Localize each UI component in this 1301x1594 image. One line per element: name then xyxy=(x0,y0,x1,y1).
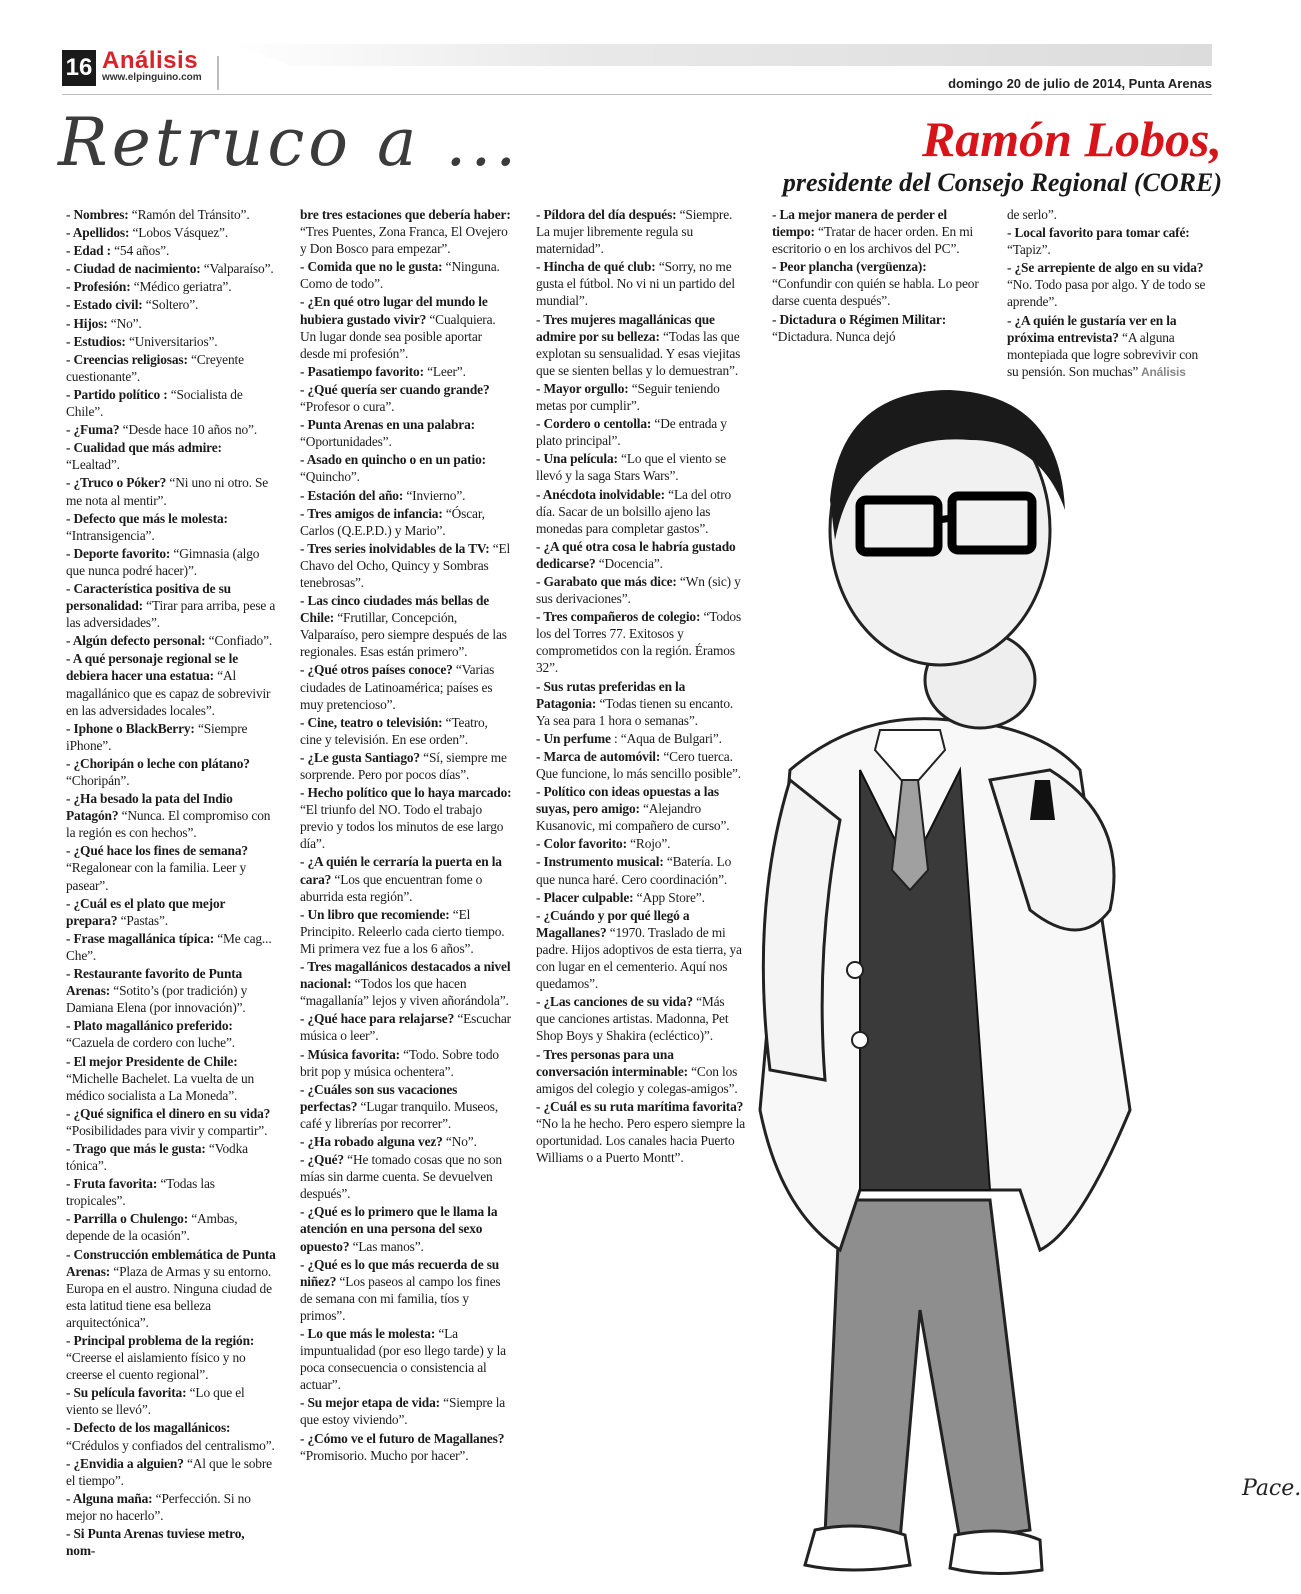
qa-question: - Hecho político que lo haya marcado: xyxy=(300,785,512,801)
qa-question: - Sus rutas preferidas en la Patagonia: xyxy=(536,678,686,711)
qa-item xyxy=(536,678,746,729)
qa-question: - ¿Ha besado la pata del Indio Patagón? xyxy=(66,791,233,824)
qa-answer: “A alguna montepiada que logre sobrevivir con su pensión. Son muchas” xyxy=(1007,329,1199,379)
qa-answer: “Batería. Lo que nunca haré. Cero coordinación”. xyxy=(536,854,732,887)
qa-answer: “Gimnasia (algo que nunca podré hacer)”. xyxy=(66,545,260,578)
qa-item xyxy=(300,906,512,957)
qa-answer: “Siempre la que estoy viviendo”. xyxy=(300,1395,506,1428)
qa-answer: “Lo que el viento se llevó”. xyxy=(66,1385,245,1418)
qa-column-2 xyxy=(300,206,512,1465)
qa-question: - Cine, teatro o televisión: xyxy=(300,714,443,730)
qa-answer: “Todas las que explotan su sensualidad. Y esas viejitas que se sienten bellas y lo demuestran”. xyxy=(536,328,741,378)
qa-answer: “Seguir teniendo metas por cumplir”. xyxy=(536,380,720,414)
qa-answer: “Creerse el aislamiento físico y no creerse el cuento regional”. xyxy=(66,1350,246,1383)
subhead: presidente del Consejo Regional (CORE) xyxy=(782,168,1222,197)
qa-answer: “Posibilidades para vivir y compartir”. xyxy=(66,1122,268,1138)
qa-answer: “De entrada y plato principal”. xyxy=(536,416,727,449)
qa-item xyxy=(300,540,512,591)
artist-signature: Pace. xyxy=(1242,1476,1301,1501)
qa-answer: “54 años”. xyxy=(110,243,170,259)
qa-question: - ¿Le gusta Santiago? xyxy=(300,749,420,765)
qa-item xyxy=(66,720,276,754)
qa-item xyxy=(66,421,276,438)
qa-column-4 xyxy=(772,206,982,346)
masthead xyxy=(62,44,1212,100)
qa-question: - Local favorito para tomar café: xyxy=(1007,225,1190,241)
qa-answer: “Confundir con quién se habla. Lo peor darse cuenta después”. xyxy=(772,276,979,309)
qa-item xyxy=(536,206,746,257)
qa-answer: “Al magallánico que es capaz de sobrevivir en las adversidades locales”. xyxy=(66,668,271,718)
qa-answer: “Todas tienen su encanto. Ya sea para 1 hora o semanas”. xyxy=(536,695,734,728)
qa-item xyxy=(300,714,512,748)
qa-answer: : “Aqua de Bulgari”. xyxy=(610,730,722,746)
qa-item xyxy=(536,993,746,1044)
qa-question: - ¿A qué otra cosa le habría gustado dedicarse? xyxy=(536,538,736,571)
qa-question: - Nombres: xyxy=(66,207,129,222)
qa-item xyxy=(66,1490,276,1524)
qa-answer: “Promisorio. Mucho por hacer”. xyxy=(300,1447,469,1463)
qa-answer: “Ambas, depende de la ocasión”. xyxy=(66,1211,238,1244)
qa-answer: “Todos los del Torres 77. Exitosos y comprometidos con la región. Éramos 32”. xyxy=(536,609,742,676)
qa-answer: “No”. xyxy=(107,315,142,331)
qa-question: - ¿Truco o Póker? xyxy=(66,475,167,491)
qa-answer: “Frutillar, Concepción, Valparaíso, pero siempre después de las regionales. Esas están primero”. xyxy=(300,610,507,660)
qa-answer: “Teatro, cine y televisión. En ese orden”. xyxy=(300,714,488,747)
qa-item xyxy=(66,790,276,841)
qa-question: - Deporte favorito: xyxy=(66,545,171,561)
qa-answer: “Plaza de Armas y su entorno. Europa en el austro. Ninguna ciudad de esta latitud tiene esa belleza arquitectónica”. xyxy=(66,1263,272,1330)
qa-answer: “Más que canciones artistas. Madonna, Pet Shop Boys y Shakira (ecléctico)”. xyxy=(536,994,729,1044)
masthead-rule xyxy=(62,94,1212,95)
qa-question: - ¿Envidia a alguien? xyxy=(66,1455,184,1471)
qa-answer: “Siempre iPhone”. xyxy=(66,720,248,753)
qa-answer: “Lugar tranquilo. Museos, café y librerías por recorrer”. xyxy=(300,1098,499,1131)
qa-item xyxy=(300,1046,512,1080)
qa-question: - Construcción emblemática de Punta Arenas: xyxy=(66,1246,276,1279)
qa-item xyxy=(536,889,746,906)
qa-question: - Lo que más le molesta: xyxy=(300,1326,436,1341)
qa-answer: “Médico geriatra”. xyxy=(130,279,232,295)
date-line: domingo 20 de julio de 2014, Punta Arenas xyxy=(948,76,1212,91)
qa-answer: “Confiado”. xyxy=(205,633,273,649)
qa-item xyxy=(300,784,512,852)
qa-question: - ¿Cómo ve el futuro de Magallanes? xyxy=(300,1430,505,1446)
qa-question: - Defecto que más le molesta: xyxy=(66,510,228,526)
qa-answer: “Al que le sobre el tiempo”. xyxy=(66,1455,272,1488)
qa-question: - Instrumento musical: xyxy=(536,854,664,870)
qa-question: - Hijos: xyxy=(66,315,108,331)
qa-item xyxy=(772,258,982,309)
qa-item xyxy=(536,450,746,484)
qa-answer: “Varias ciudades de Latinoamérica; países es muy pretencioso”. xyxy=(300,662,495,712)
qa-answer: “Todas las tropicales”. xyxy=(66,1176,215,1209)
qa-answer: “Sotito’s (por tradición) y Damiana Elena (por innovación)”. xyxy=(66,983,248,1016)
qa-answer: “Con los amigos del colegio y colegas-amigos”. xyxy=(536,1063,738,1096)
qa-question: - Una película: xyxy=(536,451,618,467)
qa-item xyxy=(300,206,512,257)
qa-answer: “Ni uno ni otro. Se me nota al mentir”. xyxy=(66,475,269,508)
qa-question: - Mayor orgullo: xyxy=(536,380,629,396)
qa-question: - ¿Se arrepiente de algo en su vida? xyxy=(1007,260,1204,276)
qa-answer: “Los que encuentran fome o aburrida esta región”. xyxy=(300,871,483,904)
qa-item xyxy=(1007,206,1209,223)
qa-question: - ¿Las canciones de su vida? xyxy=(536,994,693,1010)
qa-question: - Hincha de qué club: xyxy=(536,259,656,275)
qa-item xyxy=(536,608,746,676)
qa-answer: “Tirar para arriba, pese a las adversidades”. xyxy=(66,598,276,631)
qa-item xyxy=(300,1081,512,1132)
qa-question: - Tres series inolvidables de la TV: xyxy=(300,540,490,556)
qa-item xyxy=(300,505,512,539)
qa-column-1 xyxy=(66,206,276,1560)
qa-item xyxy=(66,260,276,277)
qa-answer: “Cazuela de cordero con luche”. xyxy=(66,1035,235,1051)
qa-answer: “Siempre. La mujer libremente regula su maternidad”. xyxy=(536,207,733,257)
qa-item xyxy=(66,650,276,718)
qa-question: - ¿A quién le cerraría la puerta en la cara? xyxy=(300,854,502,887)
brand-url[interactable]: www.elpinguino.com xyxy=(102,72,202,83)
qa-question: - Profesión: xyxy=(66,279,131,295)
qa-question: - Político con ideas opuestas a las suyas, pero amigo: xyxy=(536,784,719,817)
qa-item xyxy=(536,486,746,537)
qa-answer: “Pastas”. xyxy=(117,912,168,928)
qa-question: - Estado civil: xyxy=(66,297,143,313)
qa-question: - Marca de automóvil: xyxy=(536,748,661,764)
qa-item xyxy=(300,381,512,415)
qa-answer: “Todos los que hacen “magallanía” lejos y viven añorándola”. xyxy=(300,976,509,1009)
qa-item xyxy=(66,632,276,649)
qa-item xyxy=(536,573,746,607)
qa-answer: “Quincho”. xyxy=(300,469,360,485)
headline: Ramón Lobos, xyxy=(921,111,1222,167)
qa-item xyxy=(66,1455,276,1489)
qa-item xyxy=(66,351,276,385)
qa-item xyxy=(66,1525,276,1559)
qa-question: - La mejor manera de perder el tiempo: xyxy=(772,207,947,240)
qa-answer: “Docencia”. xyxy=(595,555,663,571)
qa-answer: “He tomado cosas que no son mías sin darme cuenta. Se devuelven después”. xyxy=(300,1152,502,1202)
qa-item xyxy=(66,1246,276,1331)
qa-item xyxy=(66,1419,276,1453)
qa-item xyxy=(66,580,276,631)
qa-item xyxy=(66,1332,276,1383)
qa-item xyxy=(66,333,276,350)
qa-question: - Plato magallánico preferido: xyxy=(66,1018,233,1034)
qa-question: - ¿A quién le gustaría ver en la próxima entrevista? xyxy=(1007,312,1177,345)
qa-answer: “Ramón del Tránsito”. xyxy=(128,207,250,222)
qa-question: - El mejor Presidente de Chile: xyxy=(66,1053,238,1069)
qa-item xyxy=(66,1053,276,1104)
qa-item xyxy=(66,242,276,259)
brand-logo: Análisis xyxy=(102,47,199,74)
qa-question: - ¿Ha robado alguna vez? xyxy=(300,1133,443,1149)
qa-answer: “Lobos Vásquez”. xyxy=(129,225,229,241)
signoff-logo: Análisis xyxy=(1138,364,1186,379)
qa-item xyxy=(300,1203,512,1254)
qa-question: - ¿Qué otros países conoce? xyxy=(300,662,453,678)
qa-item xyxy=(66,1105,276,1139)
qa-question: - Las cinco ciudades más bellas de Chile: xyxy=(300,593,490,626)
qa-answer: “Soltero”. xyxy=(142,297,199,313)
qa-item xyxy=(300,1133,512,1150)
qa-item xyxy=(536,1098,746,1166)
qa-item xyxy=(66,386,276,420)
qa-question: - Ciudad de nacimiento: xyxy=(66,261,201,277)
brand xyxy=(102,48,202,83)
qa-item xyxy=(66,439,276,473)
qa-answer: “Me cag... Che”. xyxy=(66,930,272,963)
qa-item xyxy=(536,1046,746,1097)
qa-answer: “Desde hace 10 años no”. xyxy=(119,422,258,438)
qa-item xyxy=(66,1017,276,1051)
qa-item xyxy=(66,545,276,579)
qa-item xyxy=(66,278,276,295)
qa-answer: “Las manos”. xyxy=(349,1238,424,1254)
qa-answer: “Escuchar música o leer”. xyxy=(300,1011,511,1044)
qa-question: - Garabato que más dice: xyxy=(536,573,677,589)
qa-answer: “Wn (sic) y sus derivaciones”. xyxy=(536,573,741,607)
qa-item xyxy=(300,1430,512,1464)
qa-answer: “Tratar de hacer orden. En mi escritorio o en los archivos del PC”. xyxy=(772,224,974,257)
qa-item xyxy=(300,749,512,783)
qa-answer: “Leer”. xyxy=(423,363,466,379)
qa-item xyxy=(66,895,276,929)
qa-question: - Un libro que recomiende: xyxy=(300,906,450,922)
qa-question: - ¿Cuándo y por qué llegó a Magallanes? xyxy=(536,907,690,940)
qa-question: - Asado en quincho o en un patio: xyxy=(300,452,486,468)
qa-question: - ¿Cuál es su ruta marítima favorita? xyxy=(536,1098,744,1114)
qa-item xyxy=(300,293,512,361)
qa-answer: “Regalonear con la familia. Leer y pasear”. xyxy=(66,860,247,893)
qa-question: - ¿Cuáles son sus vacaciones perfectas? xyxy=(300,1081,458,1114)
qa-answer: “Crédulos y confiados del centralismo”. xyxy=(66,1437,275,1453)
qa-item xyxy=(66,930,276,964)
qa-answer: “La impuntualidad (por eso llego tarde) y la poca consecuencia o consistencia al actuar”. xyxy=(300,1326,506,1393)
qa-answer: “Socialista de Chile”. xyxy=(66,386,243,420)
qa-question: - A qué personaje regional se le debiera hacer una estatua: xyxy=(66,651,238,684)
qa-item xyxy=(66,965,276,1016)
qa-question: - Si Punta Arenas tuviese metro, nom- xyxy=(66,1526,245,1559)
qa-item xyxy=(536,538,746,572)
qa-question: - ¿Qué quería ser cuando grande? xyxy=(300,381,490,397)
qa-item xyxy=(300,258,512,292)
qa-item xyxy=(66,842,276,893)
qa-question: - Tres mujeres magallánicas que admire por su belleza: xyxy=(536,311,715,344)
qa-question: - ¿Qué? xyxy=(300,1152,344,1168)
qa-answer: “La del otro día. Sacar de un bolsillo ajeno las monedas para completar gastos”. xyxy=(536,486,732,536)
qa-question: - Tres magallánicos destacados a nivel nacional: xyxy=(300,959,511,992)
qa-item xyxy=(536,415,746,449)
qa-answer: “Cero tuerca. Que funcione, lo más sencillo posible”. xyxy=(536,748,742,781)
qa-answer: “App Store”. xyxy=(633,889,705,905)
qa-question: - Trago que más le gusta: xyxy=(66,1140,206,1156)
qa-answer: “Invierno”. xyxy=(403,487,466,503)
qa-item xyxy=(300,592,512,660)
qa-item xyxy=(1007,312,1209,380)
qa-answer: “Vodka tónica”. xyxy=(66,1140,248,1174)
qa-answer: “Oportunidades”. xyxy=(300,434,392,450)
qa-item xyxy=(66,296,276,313)
qa-question: - Placer culpable: xyxy=(536,889,634,905)
qa-answer: “No la he hecho. Pero espero siempre la oportunidad. Los canales hacia Puerto Williams o a Puerto Montt”. xyxy=(536,1115,746,1166)
qa-answer: “No”. xyxy=(442,1133,477,1149)
qa-item xyxy=(1007,259,1209,310)
qa-answer: “Rojo”. xyxy=(626,836,671,852)
qa-question: - Tres compañeros de colegio: xyxy=(536,609,701,625)
qa-answer: “Dictadura. Nunca dejó xyxy=(772,328,896,344)
qa-item xyxy=(536,311,746,379)
qa-question: - Apellidos: xyxy=(66,225,130,241)
qa-answer: “Tres Puentes, Zona Franca, El Ovejero y Don Bosco para empezar”. xyxy=(300,224,508,257)
qa-question: - Frase magallánica típica: xyxy=(66,930,215,946)
qa-item xyxy=(300,1256,512,1324)
qa-question: - Fruta favorita: xyxy=(66,1176,158,1192)
qa-question: - Estudios: xyxy=(66,333,126,349)
qa-question: - Parrilla o Chulengo: xyxy=(66,1211,189,1227)
qa-item xyxy=(536,730,746,747)
qa-item xyxy=(300,1010,512,1044)
section-title: Retruco a ... xyxy=(58,104,521,181)
qa-item xyxy=(772,311,982,345)
qa-question: - ¿Fuma? xyxy=(66,422,120,438)
qa-question: - ¿Qué hace para relajarse? xyxy=(300,1011,455,1027)
brand-divider xyxy=(217,56,219,90)
qa-question: - ¿Qué es lo primero que le llama la atención en una persona del sexo opuesto? xyxy=(300,1204,498,1254)
qa-item xyxy=(66,315,276,332)
qa-item xyxy=(66,1210,276,1244)
qa-answer: “Tapiz”. xyxy=(1007,242,1051,258)
qa-question: - Creencias religiosas: xyxy=(66,351,188,367)
qa-answer: de serlo”. xyxy=(1007,207,1057,222)
qa-item xyxy=(300,451,512,485)
qa-question: - ¿Choripán o leche con plátano? xyxy=(66,755,250,771)
qa-question: - ¿Cuál es el plato que mejor prepara? xyxy=(66,895,226,928)
qa-item xyxy=(66,755,276,789)
qa-question: - Punta Arenas en una palabra: xyxy=(300,417,475,433)
qa-answer: “Valparaíso”. xyxy=(200,261,274,277)
qa-answer: “Cualquiera. Un lugar donde sea posible aportar desde mi profesión”. xyxy=(300,311,496,361)
qa-question: - Tres amigos de infancia: xyxy=(300,505,443,521)
qa-answer: “Universitarios”. xyxy=(125,333,218,349)
qa-item xyxy=(300,1394,512,1428)
qa-answer: “El Chavo del Ocho, Quincy y Sombras tenebrosas”. xyxy=(300,540,511,590)
qa-item xyxy=(66,1384,276,1418)
qa-question: - Pasatiempo favorito: xyxy=(300,363,424,379)
qa-item xyxy=(300,363,512,380)
qa-column-5 xyxy=(1007,206,1209,381)
qa-question: - Algún defecto personal: xyxy=(66,633,206,649)
qa-question: - Un perfume xyxy=(536,730,611,746)
qa-item xyxy=(66,510,276,544)
qa-answer: “El Principito. Releerlo cada cierto tiempo. Mi primera vez fue a los 6 años”. xyxy=(300,906,505,956)
qa-question: - Peor plancha (vergüenza): xyxy=(772,259,927,275)
qa-column-3 xyxy=(536,206,746,1167)
qa-question: - Partido político : xyxy=(66,386,168,402)
qa-question: - Dictadura o Régimen Militar: xyxy=(772,311,946,327)
qa-question: - Alguna maña: xyxy=(66,1490,153,1506)
qa-answer: “Creyente cuestionante”. xyxy=(66,351,244,384)
qa-question: - Tres personas para una conversación interminable: xyxy=(536,1046,688,1079)
qa-question: - Principal problema de la región: xyxy=(66,1333,255,1348)
qa-answer: “Profesor o cura”. xyxy=(300,399,395,415)
qa-answer: “Sí, siempre me sorprende. Pero por pocos días”. xyxy=(300,749,507,782)
qa-question: - ¿Qué significa el dinero en su vida? xyxy=(66,1105,271,1121)
qa-question: - Su película favorita: xyxy=(66,1385,187,1401)
qa-answer: “1970. Traslado de mi padre. Hijos adoptivos de esta tierra, ya con lugar en el cementerio. Aquí nos quedamos”. xyxy=(536,924,742,992)
qa-question: - Estación del año: xyxy=(300,487,404,503)
qa-item xyxy=(536,783,746,834)
qa-question: - Color favorito: xyxy=(536,836,627,852)
qa-answer: “Alejandro Kusanovic, mi compañero de curso”. xyxy=(536,801,730,834)
qa-question: - ¿Qué hace los fines de semana? xyxy=(66,843,248,859)
qa-answer: “Lealtad”. xyxy=(66,457,120,473)
qa-item xyxy=(536,907,746,992)
page-number: 16 xyxy=(62,50,96,86)
qa-item xyxy=(300,487,512,504)
qa-question: bre tres estaciones que debería haber: xyxy=(300,207,511,222)
qa-answer: “Choripán”. xyxy=(66,773,130,788)
qa-question: - ¿En qué otro lugar del mundo le hubiera gustado vivir? xyxy=(300,294,488,327)
qa-question: - Anécdota inolvidable: xyxy=(536,486,665,502)
qa-question: - Edad : xyxy=(66,243,111,259)
qa-item xyxy=(300,1151,512,1202)
qa-answer: “Sorry, no me gusta el fútbol. No vi ni un partido del mundial”. xyxy=(536,259,735,309)
qa-item xyxy=(66,1140,276,1174)
qa-item xyxy=(300,1325,512,1393)
qa-answer: “El triunfo del NO. Todo el trabajo previo y todos los minutos de ese largo día”. xyxy=(300,802,504,852)
qa-question: - Iphone o BlackBerry: xyxy=(66,720,195,736)
qa-item xyxy=(300,661,512,712)
qa-answer: “Los paseos al campo los fines de semana con mi familia, tíos y primos”. xyxy=(300,1273,501,1323)
qa-answer: “No. Todo pasa por algo. Y de todo se aprende”. xyxy=(1007,277,1206,310)
qa-item xyxy=(536,380,746,414)
qa-answer: “Intransigencia”. xyxy=(66,527,155,543)
qa-item xyxy=(300,853,512,904)
qa-item xyxy=(66,1175,276,1209)
qa-answer: “Ninguna. Como de todo”. xyxy=(300,259,500,292)
qa-item xyxy=(536,748,746,782)
qa-question: - ¿Qué es lo que más recuerda de su niñez? xyxy=(300,1256,500,1289)
qa-question: - Comida que no le gusta: xyxy=(300,259,443,275)
masthead-band xyxy=(232,44,1212,66)
qa-item xyxy=(536,853,746,887)
qa-item xyxy=(536,835,746,852)
qa-item xyxy=(536,258,746,309)
qa-question: - Píldora del día después: xyxy=(536,207,677,222)
qa-item xyxy=(300,958,512,1009)
qa-question: - Música favorita: xyxy=(300,1046,400,1062)
qa-answer: “Todo. Sobre todo brit pop y música ochentera”. xyxy=(300,1046,499,1079)
qa-answer: “Perfección. Si no mejor no hacerlo”. xyxy=(66,1490,251,1523)
qa-question: - Su mejor etapa de vida: xyxy=(300,1395,440,1411)
qa-item xyxy=(66,206,276,223)
qa-answer: “Nunca. El compromiso con la región es con hechos”. xyxy=(66,808,271,841)
qa-answer: “Óscar, Carlos (Q.E.P.D.) y Mario”. xyxy=(300,505,485,538)
qa-item xyxy=(1007,224,1209,258)
qa-item xyxy=(772,206,982,257)
qa-answer: “Lo que el viento se llevó y la saga Stars Wars”. xyxy=(536,451,726,484)
qa-question: - Característica positiva de su personalidad: xyxy=(66,580,231,614)
qa-question: - Cordero o centolla: xyxy=(536,416,652,432)
qa-answer: “Michelle Bachelet. La vuelta de un médico socialista a La Moneda”. xyxy=(66,1070,255,1103)
qa-item xyxy=(66,474,276,508)
qa-question: - Restaurante favorito de Punta Arenas: xyxy=(66,966,243,999)
qa-item xyxy=(300,416,512,450)
qa-question: - Defecto de los magallánicos: xyxy=(66,1420,231,1436)
qa-item xyxy=(66,224,276,241)
qa-question: - Cualidad que más admire: xyxy=(66,440,222,456)
